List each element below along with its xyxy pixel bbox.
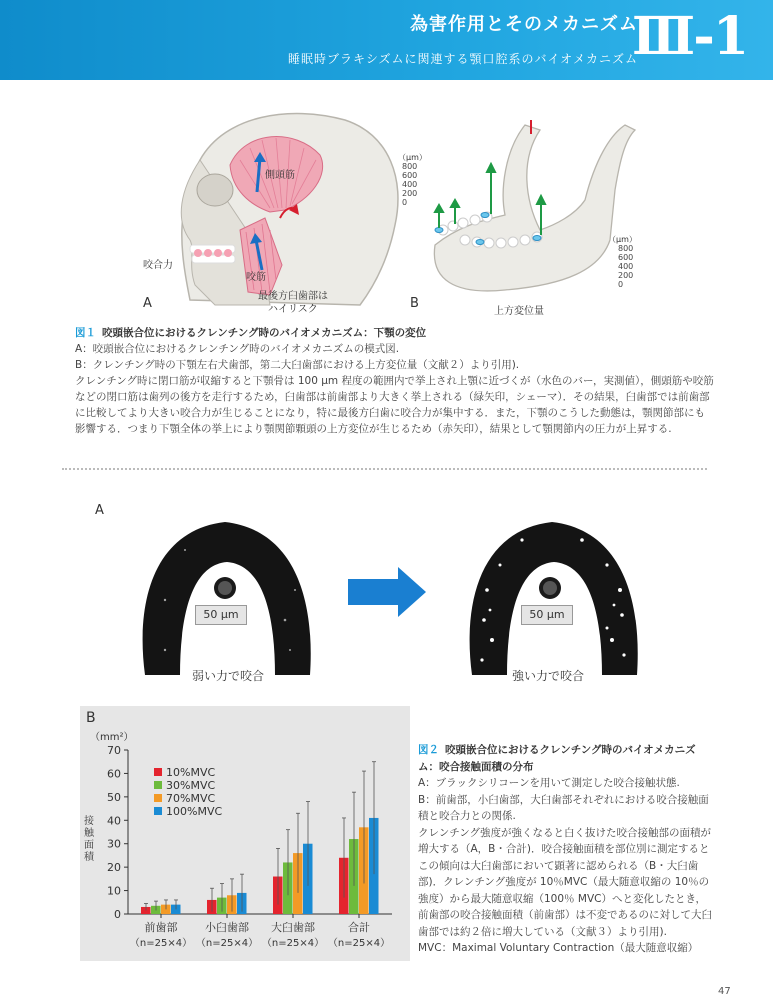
- caption-1-title: 咬頭嵌合位におけるクレンチング時のバイオメカニズム：下顎の変位: [102, 327, 427, 339]
- y-tick-label: 40: [107, 814, 121, 828]
- scale-tick: 0: [402, 198, 408, 207]
- caption-2-line: B：前歯部，小臼歯部，大臼歯部それぞれにおける咬合接触面積と咬合力との関係.: [418, 793, 709, 822]
- mandible-illustration: [425, 120, 645, 305]
- scale-label: 50 μm: [529, 608, 565, 621]
- y-tick-label: 60: [107, 767, 121, 781]
- caption-2-number: 図２: [418, 744, 439, 756]
- scale-tick: 400: [618, 262, 634, 271]
- legend-swatch: [154, 794, 162, 802]
- legend-swatch: [154, 768, 162, 776]
- x-tick-label: 大臼歯部: [271, 921, 315, 934]
- contact-area-bar-chart: [80, 706, 410, 961]
- figure-1: [0, 100, 773, 320]
- caption-1-line: A：咬頭嵌合位におけるクレンチング時のバイオメカニズムの模式図.: [75, 343, 400, 355]
- scale-unit-right: （μm）: [608, 235, 637, 244]
- x-tick-label: 合計: [348, 921, 370, 934]
- legend-label: 70%MVC: [166, 792, 216, 805]
- y-axis-unit: （mm²）: [90, 732, 134, 743]
- header-title: 為害作用とそのメカニズム: [410, 14, 638, 35]
- x-tick-label: 小臼歯部: [205, 921, 249, 934]
- scale-tick: 0: [618, 280, 624, 289]
- x-tick-sublabel: （n=25×4）: [327, 938, 391, 949]
- y-tick-label: 10: [107, 884, 121, 898]
- fig1-panel-a-letter: A: [143, 296, 152, 311]
- y-tick-label: 50: [107, 790, 121, 804]
- x-tick-label: 前歯部: [144, 921, 178, 934]
- y-axis-label: 接触面積: [84, 816, 94, 863]
- legend-label: 100%MVC: [166, 805, 223, 818]
- right-arrow-icon: [348, 567, 428, 617]
- figure-2-caption: [418, 742, 714, 957]
- legend-swatch: [154, 807, 162, 815]
- scale-tick: 600: [618, 253, 634, 262]
- scale-tick: 400: [402, 180, 418, 189]
- page-header: [0, 0, 773, 80]
- legend-label: 10%MVC: [166, 766, 216, 779]
- high-risk-label-1: 最後方臼歯部は: [258, 291, 328, 302]
- scale-right: [618, 244, 633, 289]
- y-tick-label: 20: [107, 861, 121, 875]
- high-risk-label-2: ハイリスク: [268, 304, 318, 315]
- bite-record-weak: [135, 510, 320, 680]
- figure-1-caption: [75, 325, 715, 437]
- x-tick-sublabel: （n=25×4）: [129, 938, 193, 949]
- caption-2-line: クレンチング強度が強くなると白く抜けた咬合接触部の面積が増大する（A，B・合計)．咬合接触面積を部位別に測定するとこの傾向は大臼歯部において顕著に認められる（B・大臼歯部)．クレンチング強度が 10％MVC（最大随意収縮の 10％の強度）から最大随意収縮（100％ MVC）へと変化したとき，前歯部の咬合接触面積（前歯部）は不変であるのに対して大臼歯部では約２倍に増大している（文献３）より引用).: [418, 826, 712, 938]
- scale-tick: 800: [618, 244, 634, 253]
- section-divider: [62, 468, 707, 470]
- caption-2-line: A：ブラックシリコーンを用いて測定した咬合接触状態.: [418, 777, 680, 789]
- weak-bite-caption: 弱い力で咬合: [192, 669, 265, 683]
- scale-tick: 200: [618, 271, 634, 280]
- scale-box-weak: [195, 605, 247, 625]
- caption-1-line: B：クレンチング時の下顎左右犬歯部，第二大臼歯部における上方変位量（文献２）より引用).: [75, 359, 520, 371]
- section-number: Ⅲ-1: [631, 6, 747, 67]
- upward-displacement-label: 上方変位量: [494, 306, 544, 317]
- caption-1-number: 図１: [75, 327, 96, 339]
- legend-swatch: [154, 781, 162, 789]
- x-tick-sublabel: （n=25×4）: [261, 938, 325, 949]
- bite-record-strong: [462, 510, 647, 680]
- caption-2-title: 咬頭嵌合位におけるクレンチング時のバイオメカニズム：咬合接触面積の分布: [418, 744, 696, 773]
- scale-tick: 200: [402, 189, 418, 198]
- scale-tick: 600: [402, 171, 418, 180]
- x-tick-sublabel: （n=25×4）: [195, 938, 259, 949]
- figure-2b-chart-panel: [80, 706, 410, 961]
- strong-bite-caption: 強い力で咬合: [512, 669, 585, 683]
- masseter-label: 咬筋: [246, 272, 266, 283]
- y-tick-label: 70: [107, 744, 121, 757]
- caption-1-line: クレンチング時に閉口筋が収縮すると下顎骨は 100 μm 程度の範囲内で挙上され上顎に近づくが（水色のバー，実測値），側頭筋や咬筋などの閉口筋は歯列の後方を走行するため，臼歯部は前歯部より大きく挙上される（緑矢印，シェーマ）．その結果，臼歯部では前歯部に比較してより大きい咬合力が生じることになり，特に最後方臼歯に咬合力が集中する．また，下顎のこうした動態は，顎関節部にも影響する．つまり下顎全体の挙上により顎関節顆頭の上方変位が生じるため（赤矢印），結果として顎関節内の圧力が上昇する.: [75, 375, 714, 435]
- scale-box-strong: [521, 605, 573, 625]
- fig2-panel-b-letter: B: [86, 710, 96, 726]
- legend-label: 30%MVC: [166, 779, 216, 792]
- bite-force-label: 咬合力: [143, 260, 173, 271]
- temporalis-label: 側頭筋: [265, 170, 295, 181]
- scale-label: 50 μm: [203, 608, 239, 621]
- figure-2a: [0, 495, 773, 695]
- y-tick-label: 30: [107, 837, 121, 851]
- scale-tick: 800: [402, 162, 418, 171]
- header-subtitle: 睡眠時ブラキシズムに関連する顎口腔系のバイオメカニズム: [287, 52, 638, 66]
- fig1-panel-b-letter: B: [410, 296, 419, 311]
- scale-left: [402, 162, 417, 207]
- page-number: 47: [718, 986, 731, 997]
- scale-unit-left: （μm）: [398, 153, 427, 162]
- y-tick-label: 0: [114, 908, 121, 921]
- caption-2-line: MVC：Maximal Voluntary Contraction（最大随意収縮）: [418, 942, 699, 954]
- fig2-panel-a-letter: A: [95, 503, 104, 518]
